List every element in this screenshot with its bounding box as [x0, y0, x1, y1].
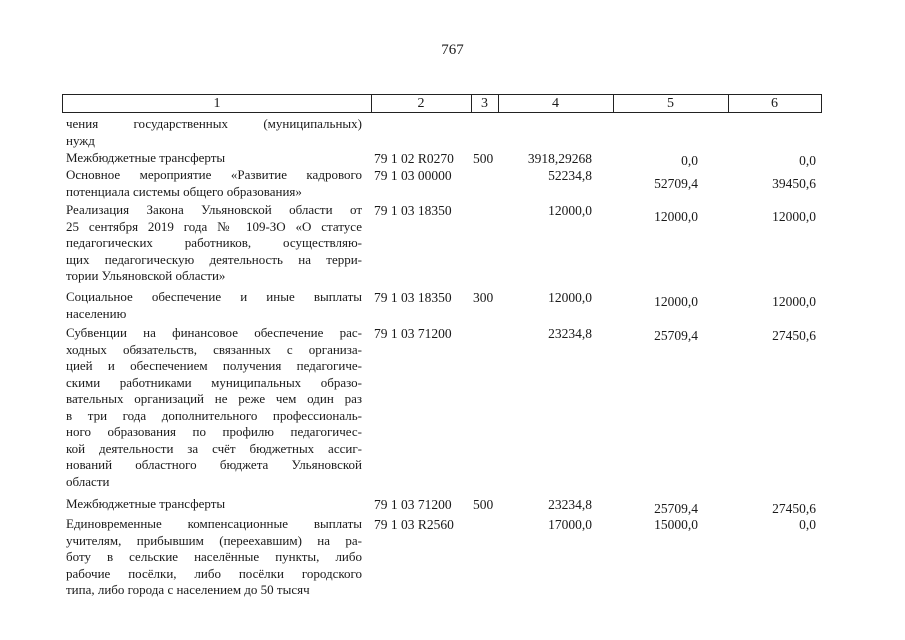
description-line: типа, либо города с населением до 50 тысяч — [66, 582, 310, 597]
row-description — [66, 516, 362, 599]
row-code: 79 1 03 18350 — [374, 290, 452, 305]
description-line: потенциала системы общего образования» — [66, 183, 302, 199]
row-code: 79 1 03 18350 — [374, 203, 452, 218]
description-line: ного образования по профилю педагогичес- — [66, 424, 362, 439]
description-line: Реализация Закона Ульяновской области от — [66, 202, 362, 217]
description-line: чения государственных (муниципальных) — [66, 116, 362, 131]
page-number: 767 — [441, 42, 464, 58]
row-value-1: 12000,0 — [548, 290, 592, 305]
row-code: 79 1 03 71200 — [374, 326, 452, 341]
description-line: 25 сентября 2019 года № 109-ЗО «О статусе — [66, 218, 362, 234]
row-value-3: 39450,6 — [772, 176, 816, 191]
row-code: 79 1 03 71200 — [374, 497, 452, 512]
row-description — [66, 150, 362, 167]
description-line: Единовременные компенсационные выплаты — [66, 516, 362, 531]
row-value-1: 3918,29268 — [527, 151, 592, 166]
row-value-2: 25709,4 — [654, 328, 698, 343]
row-description — [66, 289, 362, 322]
table-header — [62, 94, 822, 113]
description-line: тории Ульяновской области» — [66, 268, 226, 283]
description-line: педагогических работников, осуществляю- — [66, 235, 362, 250]
header-col-3: 3 — [481, 96, 488, 111]
description-line: боту в сельские населённые пункты, либо — [66, 549, 362, 564]
description-line: щих педагогическую деятельность на терри- — [66, 251, 362, 267]
description-line: вательных организаций не реже чем один раз — [66, 391, 362, 406]
description-line: учителям, прибывшим (переехавшим) на ра- — [66, 532, 362, 548]
description-line: ходных обязательств, связанных с организа- — [66, 341, 362, 357]
header-col-4: 4 — [552, 96, 559, 111]
row-value-3: 12000,0 — [772, 209, 816, 224]
description-line: Межбюджетные трансферты — [66, 496, 226, 511]
row-value-2: 25709,4 — [654, 501, 698, 516]
row-value-2: 15000,0 — [654, 517, 698, 532]
description-line: кой деятельности за счёт бюджетных ассиг- — [66, 440, 362, 456]
description-line: Межбюджетные трансферты — [66, 150, 226, 165]
row-value-2: 52709,4 — [654, 176, 698, 191]
header-col-1: 1 — [213, 96, 221, 111]
row-expense-type: 300 — [473, 290, 494, 305]
row-value-2: 0,0 — [681, 153, 698, 168]
row-value-3: 12000,0 — [772, 294, 816, 309]
description-line: области — [66, 473, 110, 489]
row-value-2: 12000,0 — [654, 294, 698, 309]
row-description — [66, 496, 362, 513]
description-line: Социальное обеспечение и иные выплаты — [66, 289, 362, 304]
description-line: нужд — [66, 132, 95, 148]
row-value-3: 0,0 — [799, 517, 816, 532]
description-line: в три года дополнительного профессиональ- — [66, 407, 362, 423]
row-value-3: 27450,6 — [772, 501, 816, 516]
row-value-1: 23234,8 — [548, 497, 592, 512]
description-line: Субвенции на финансовое обеспечение рас- — [66, 325, 362, 340]
row-value-3: 27450,6 — [772, 328, 816, 343]
description-line: нований областного бюджета Ульяновской — [66, 457, 362, 472]
row-description — [66, 202, 362, 285]
row-expense-type: 500 — [473, 497, 494, 512]
description-line: рабочие посёлки, либо посёлки городского — [66, 565, 362, 581]
description-line: Основное мероприятие «Развитие кадрового — [66, 167, 362, 182]
row-code: 79 1 03 00000 — [374, 168, 452, 183]
row-value-2: 12000,0 — [654, 209, 698, 224]
header-col-6: 6 — [771, 96, 778, 111]
row-description — [66, 167, 362, 200]
description-line: скими работниками муниципальных образо- — [66, 374, 362, 390]
header-col-5: 5 — [667, 96, 674, 111]
row-value-1: 12000,0 — [548, 203, 592, 218]
row-code: 79 1 03 R2560 — [374, 517, 454, 532]
description-line: цией и обеспечением получения педагогиче- — [66, 358, 362, 373]
row-description — [66, 116, 362, 149]
header-col-2: 2 — [417, 96, 425, 111]
row-value-3: 0,0 — [799, 153, 816, 168]
row-expense-type: 500 — [473, 151, 494, 166]
row-code: 79 1 02 R0270 — [374, 151, 454, 166]
row-value-1: 23234,8 — [548, 326, 592, 341]
description-line: населению — [66, 305, 127, 321]
row-value-1: 17000,0 — [548, 517, 592, 532]
row-description — [66, 325, 362, 490]
row-value-1: 52234,8 — [548, 168, 592, 183]
